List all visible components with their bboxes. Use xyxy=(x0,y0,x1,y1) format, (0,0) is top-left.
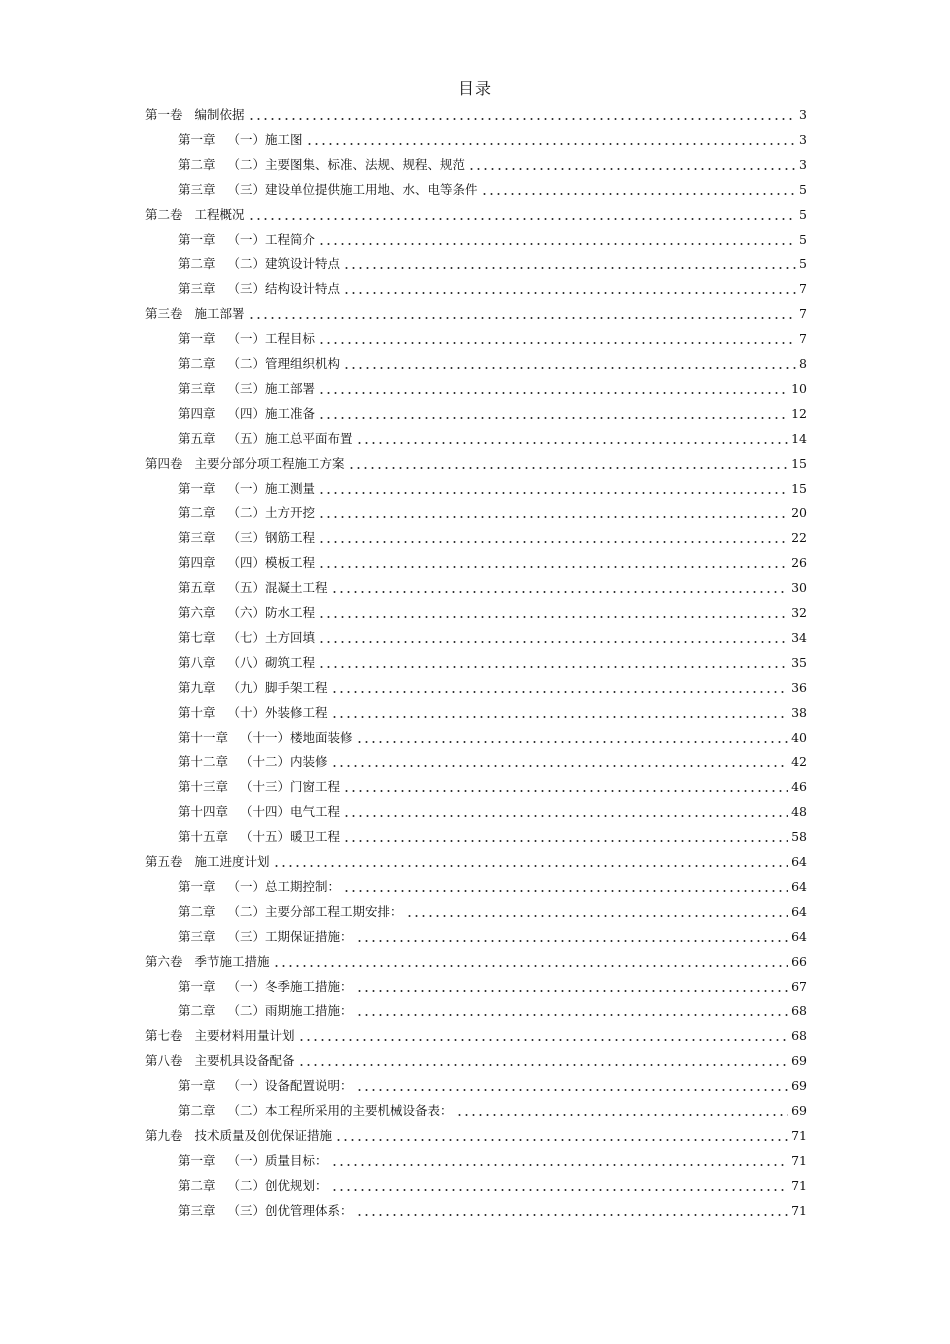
toc-chapter-entry[interactable] xyxy=(178,501,807,521)
toc-chapter-entry[interactable] xyxy=(178,925,807,945)
toc-volume-entry[interactable] xyxy=(145,452,807,472)
toc-entry-label: （十四）电气工程 xyxy=(240,804,341,820)
toc-chapter-entry[interactable] xyxy=(178,900,807,920)
toc-dot-leader xyxy=(356,1089,789,1091)
toc-dot-leader xyxy=(406,915,789,917)
toc-entry-number: 第一章 xyxy=(178,331,216,347)
toc-page-number: 38 xyxy=(791,704,807,720)
toc-chapter-entry[interactable] xyxy=(178,128,807,148)
toc-chapter-entry[interactable] xyxy=(178,377,807,397)
toc-entry-number: 第七卷 xyxy=(145,1028,183,1044)
toc-entry-label: 主要分部分项工程施工方案 xyxy=(194,455,345,471)
toc-chapter-entry[interactable] xyxy=(178,601,807,621)
toc-volume-entry[interactable] xyxy=(145,850,807,870)
toc-page-number: 5 xyxy=(799,231,807,247)
toc-entry-number: 第一章 xyxy=(178,1078,216,1094)
toc-page-number: 42 xyxy=(791,754,807,770)
toc-entry-number: 第十二章 xyxy=(178,754,229,770)
toc-dot-leader xyxy=(318,566,788,568)
toc-entry-label: （一）工程目标 xyxy=(227,331,316,347)
toc-entry-label: （三）创优管理体系： xyxy=(227,1202,353,1218)
toc-page-number: 3 xyxy=(799,156,807,172)
toc-page-number: 35 xyxy=(791,654,807,670)
toc-page-number: 68 xyxy=(791,1028,807,1044)
toc-chapter-entry[interactable] xyxy=(178,1149,807,1169)
toc-dot-leader xyxy=(318,616,788,618)
toc-volume-entry[interactable] xyxy=(145,1124,807,1144)
toc-entry-number: 第二章 xyxy=(178,903,216,919)
toc-entry-label: 施工进度计划 xyxy=(194,854,270,869)
toc-volume-entry[interactable] xyxy=(145,302,807,322)
toc-entry-label: 季节施工措施 xyxy=(194,953,270,969)
toc-dot-leader xyxy=(318,641,788,643)
toc-entry-label: （一）总工期控制： xyxy=(227,878,341,894)
toc-entry-label: 技术质量及创优保证措施 xyxy=(194,1127,333,1143)
toc-dot-leader xyxy=(343,292,796,294)
toc-entry-number: 第三章 xyxy=(178,530,216,546)
toc-chapter-entry[interactable] xyxy=(178,526,807,546)
toc-page-number: 32 xyxy=(791,605,807,620)
toc-page-number: 5 xyxy=(799,256,807,272)
toc-dot-leader xyxy=(298,1064,789,1066)
toc-page-number: 40 xyxy=(791,729,807,745)
toc-page-number: 58 xyxy=(791,829,807,845)
toc-entry-number: 第二章 xyxy=(178,505,216,521)
toc-chapter-entry[interactable] xyxy=(178,252,807,272)
toc-entry-label: （一）施工测量 xyxy=(227,480,316,496)
toc-page-number: 67 xyxy=(791,978,807,994)
toc-entry-label: （二）雨期施工措施： xyxy=(227,1003,353,1019)
toc-entry-number: 第三章 xyxy=(178,181,216,197)
toc-entry-label: 主要机具设备配备 xyxy=(194,1053,295,1069)
toc-entry-label: 编制依据 xyxy=(194,107,245,122)
toc-entry-number: 第十三章 xyxy=(178,779,229,795)
toc-entry-number: 第四章 xyxy=(178,405,216,421)
toc-dot-leader xyxy=(298,1039,789,1041)
toc-entry-number: 第十四章 xyxy=(178,804,229,820)
toc-chapter-entry[interactable] xyxy=(178,676,807,696)
toc-entry-number: 第五章 xyxy=(178,430,216,446)
toc-chapter-entry[interactable] xyxy=(178,178,807,198)
toc-dot-leader xyxy=(343,267,796,269)
toc-entry-number: 第三章 xyxy=(178,380,216,396)
toc-dot-leader xyxy=(456,1114,789,1116)
toc-page-number: 64 xyxy=(791,903,807,919)
toc-entry-number: 第二卷 xyxy=(145,206,183,222)
toc-entry-label: （九）脚手架工程 xyxy=(227,679,328,695)
toc-page-number: 12 xyxy=(791,405,807,421)
toc-entry-number: 第十五章 xyxy=(178,829,229,845)
toc-entry-label: （八）砌筑工程 xyxy=(227,654,316,670)
toc-page-number: 69 xyxy=(791,1053,807,1069)
toc-entry-label: （七）土方回填 xyxy=(227,629,316,645)
toc-page-number: 66 xyxy=(791,953,807,969)
toc-dot-leader xyxy=(343,815,788,817)
toc-volume-entry[interactable] xyxy=(145,1049,807,1069)
toc-entry-label: 工程概况 xyxy=(194,206,245,222)
toc-page-number: 71 xyxy=(791,1202,807,1218)
toc-entry-label: （十）外装修工程 xyxy=(227,704,328,720)
toc-entry-label: （二）建筑设计特点 xyxy=(227,256,341,272)
toc-chapter-entry[interactable] xyxy=(178,228,807,248)
toc-dot-leader xyxy=(273,865,789,867)
toc-chapter-entry[interactable] xyxy=(178,153,807,173)
toc-chapter-entry[interactable] xyxy=(178,999,807,1019)
toc-entry-number: 第一章 xyxy=(178,878,216,894)
toc-entry-label: （三）施工部署 xyxy=(227,380,316,396)
toc-page-number: 7 xyxy=(799,306,807,322)
toc-chapter-entry[interactable] xyxy=(178,825,807,845)
toc-chapter-entry[interactable] xyxy=(178,427,807,447)
toc-entry-number: 第七章 xyxy=(178,629,216,645)
toc-entry-number: 第十章 xyxy=(178,704,216,720)
toc-entry-number: 第二章 xyxy=(178,1177,216,1193)
toc-dot-leader xyxy=(356,741,789,743)
toc-entry-number: 第一卷 xyxy=(145,107,183,122)
toc-chapter-entry[interactable] xyxy=(178,1174,807,1194)
toc-chapter-entry[interactable] xyxy=(178,327,807,347)
toc-dot-leader xyxy=(331,716,789,718)
toc-dot-leader xyxy=(331,765,789,767)
toc-page-number: 5 xyxy=(799,181,807,197)
toc-chapter-entry[interactable] xyxy=(178,775,807,795)
toc-entry-number: 第九章 xyxy=(178,679,216,695)
toc-page-number: 71 xyxy=(791,1127,807,1143)
toc-entry-label: （三）钢筋工程 xyxy=(227,530,316,546)
toc-dot-leader xyxy=(348,467,789,469)
toc-entry-label: 主要材料用量计划 xyxy=(194,1028,295,1044)
toc-entry-label: （二）管理组织机构 xyxy=(227,356,341,371)
toc-entry-number: 第二章 xyxy=(178,156,216,172)
toc-page-number: 7 xyxy=(799,281,807,297)
toc-entry-number: 第三章 xyxy=(178,281,216,297)
toc-page-number: 3 xyxy=(799,131,807,147)
toc-dot-leader xyxy=(273,965,789,967)
toc-volume-entry[interactable] xyxy=(145,103,807,123)
toc-entry-label: （一）工程简介 xyxy=(227,231,316,247)
toc-volume-entry[interactable] xyxy=(145,1024,807,1044)
toc-entry-number: 第八章 xyxy=(178,654,216,670)
toc-title: 目录 xyxy=(457,79,492,98)
toc-page-number: 15 xyxy=(791,455,807,471)
toc-chapter-entry[interactable] xyxy=(178,1074,807,1094)
toc-page-number: 64 xyxy=(791,854,807,869)
toc-entry-label: （四）施工准备 xyxy=(227,405,316,421)
toc-entry-number: 第一章 xyxy=(178,231,216,247)
toc-page-number: 36 xyxy=(791,679,807,695)
toc-page-number: 71 xyxy=(791,1177,807,1193)
toc-entry-number: 第二章 xyxy=(178,356,216,371)
toc-page-number: 3 xyxy=(799,107,807,122)
toc-entry-number: 第二章 xyxy=(178,1003,216,1019)
toc-page-number: 69 xyxy=(791,1103,807,1118)
toc-entry-label: （三）建设单位提供施工用地、水、电等条件 xyxy=(227,181,478,197)
toc-dot-leader xyxy=(318,392,788,394)
toc-chapter-entry[interactable] xyxy=(178,975,807,995)
toc-entry-number: 第四章 xyxy=(178,555,216,571)
toc-dot-leader xyxy=(356,990,789,992)
toc-chapter-entry[interactable] xyxy=(178,875,807,895)
toc-dot-leader xyxy=(335,1139,788,1141)
toc-dot-leader xyxy=(318,492,788,494)
toc-dot-leader xyxy=(343,890,788,892)
toc-chapter-entry[interactable] xyxy=(178,1099,807,1119)
toc-entry-label: （二）土方开挖 xyxy=(227,505,316,521)
toc-page-number: 64 xyxy=(791,928,807,944)
toc-entry-label: （十五）暖卫工程 xyxy=(240,829,341,845)
toc-dot-leader xyxy=(343,367,796,369)
toc-page-number: 5 xyxy=(799,206,807,222)
toc-page-number: 14 xyxy=(791,430,807,446)
toc-volume-entry[interactable] xyxy=(145,950,807,970)
toc-entry-label: （十一）楼地面装修 xyxy=(240,729,353,745)
toc-page-number: 69 xyxy=(791,1078,807,1094)
toc-entry-label: （二）创优规划： xyxy=(227,1177,328,1193)
toc-chapter-entry[interactable] xyxy=(178,277,807,297)
toc-dot-leader xyxy=(331,1189,789,1191)
toc-entry-label: （二）本工程所采用的主要机械设备表： xyxy=(227,1103,453,1118)
toc-entry-number: 第三章 xyxy=(178,1202,216,1218)
toc-entry-number: 第八卷 xyxy=(145,1053,183,1069)
toc-page-number: 26 xyxy=(791,555,807,571)
toc-dot-leader xyxy=(248,118,797,120)
toc-entry-number: 第一章 xyxy=(178,1152,216,1168)
toc-page-number: 10 xyxy=(791,380,807,396)
toc-chapter-entry[interactable] xyxy=(178,651,807,671)
toc-page-number: 48 xyxy=(791,804,807,820)
toc-entry-label: （一）设备配置说明： xyxy=(227,1078,353,1094)
toc-entry-number: 第六章 xyxy=(178,605,216,620)
toc-dot-leader xyxy=(318,417,788,419)
toc-entry-label: （十三）门窗工程 xyxy=(240,779,341,795)
toc-dot-leader xyxy=(318,541,788,543)
toc-entry-number: 第三卷 xyxy=(145,306,183,322)
toc-entry-number: 第一章 xyxy=(178,480,216,496)
toc-entry-number: 第一章 xyxy=(178,131,216,147)
toc-dot-leader xyxy=(356,940,789,942)
toc-dot-leader xyxy=(356,1014,789,1016)
toc-chapter-entry[interactable] xyxy=(178,576,807,596)
toc-dot-leader xyxy=(356,442,789,444)
toc-volume-entry[interactable] xyxy=(145,203,807,223)
toc-page-number: 46 xyxy=(791,779,807,795)
toc-entry-label: （三）结构设计特点 xyxy=(227,281,341,297)
toc-chapter-entry[interactable] xyxy=(178,1199,807,1219)
toc-chapter-entry[interactable] xyxy=(178,800,807,820)
toc-entry-label: （五）施工总平面布置 xyxy=(227,430,353,446)
toc-dot-leader xyxy=(343,790,788,792)
toc-dot-leader xyxy=(248,218,797,220)
toc-entry-label: （二）主要图集、标准、法规、规程、规范 xyxy=(227,156,466,172)
toc-entry-number: 第三章 xyxy=(178,928,216,944)
toc-entry-number: 第九卷 xyxy=(145,1127,183,1143)
toc-entry-label: （五）混凝土工程 xyxy=(227,580,328,596)
toc-dot-leader xyxy=(481,193,797,195)
toc-entry-number: 第六卷 xyxy=(145,953,183,969)
toc-page-number: 15 xyxy=(791,480,807,496)
toc-page-number: 7 xyxy=(799,331,807,347)
toc-page-number: 64 xyxy=(791,878,807,894)
toc-page-number: 71 xyxy=(791,1152,807,1168)
toc-dot-leader xyxy=(343,840,788,842)
toc-page-number: 30 xyxy=(791,580,807,596)
toc-chapter-entry[interactable] xyxy=(178,726,807,746)
toc-entry-label: （四）模板工程 xyxy=(227,555,316,571)
toc-dot-leader xyxy=(306,143,797,145)
toc-entry-label: （一）施工图 xyxy=(227,131,303,147)
toc-entry-number: 第二章 xyxy=(178,256,216,272)
toc-dot-leader xyxy=(331,691,789,693)
toc-chapter-entry[interactable] xyxy=(178,352,807,372)
toc-dot-leader xyxy=(318,516,788,518)
toc-dot-leader xyxy=(468,168,796,170)
toc-chapter-entry[interactable] xyxy=(178,750,807,770)
toc-dot-leader xyxy=(331,1164,789,1166)
toc-entry-number: 第二章 xyxy=(178,1103,216,1118)
toc-dot-leader xyxy=(318,342,796,344)
toc-page-number: 20 xyxy=(791,505,807,521)
toc-chapter-entry[interactable] xyxy=(178,701,807,721)
toc-entry-number: 第四卷 xyxy=(145,455,183,471)
toc-page-number: 68 xyxy=(791,1003,807,1019)
toc-dot-leader xyxy=(331,591,789,593)
toc-chapter-entry[interactable] xyxy=(178,402,807,422)
toc-chapter-entry[interactable] xyxy=(178,551,807,571)
toc-entry-label: 施工部署 xyxy=(194,306,245,322)
toc-dot-leader xyxy=(356,1214,789,1216)
toc-entry-label: （一）冬季施工措施： xyxy=(227,978,353,994)
toc-entry-number: 第一章 xyxy=(178,978,216,994)
toc-entry-label: （十二）内装修 xyxy=(240,754,328,770)
toc-page-number: 34 xyxy=(791,629,807,645)
toc-entry-number: 第五卷 xyxy=(145,854,183,869)
toc-entry-number: 第五章 xyxy=(178,580,216,596)
toc-chapter-entry[interactable] xyxy=(178,626,807,646)
toc-page-number: 8 xyxy=(799,356,807,371)
toc-dot-leader xyxy=(318,243,796,245)
toc-dot-leader xyxy=(318,666,788,668)
toc-entry-label: （三）工期保证措施： xyxy=(227,928,353,944)
toc-chapter-entry[interactable] xyxy=(178,477,807,497)
toc-entry-label: （二）主要分部工程工期安排： xyxy=(227,903,403,919)
toc-page-number: 22 xyxy=(791,530,807,546)
toc-entry-label: （一）质量目标： xyxy=(227,1152,328,1168)
toc-entry-number: 第十一章 xyxy=(178,729,229,745)
toc-dot-leader xyxy=(248,317,797,319)
toc-entry-label: （六）防水工程 xyxy=(227,605,316,620)
